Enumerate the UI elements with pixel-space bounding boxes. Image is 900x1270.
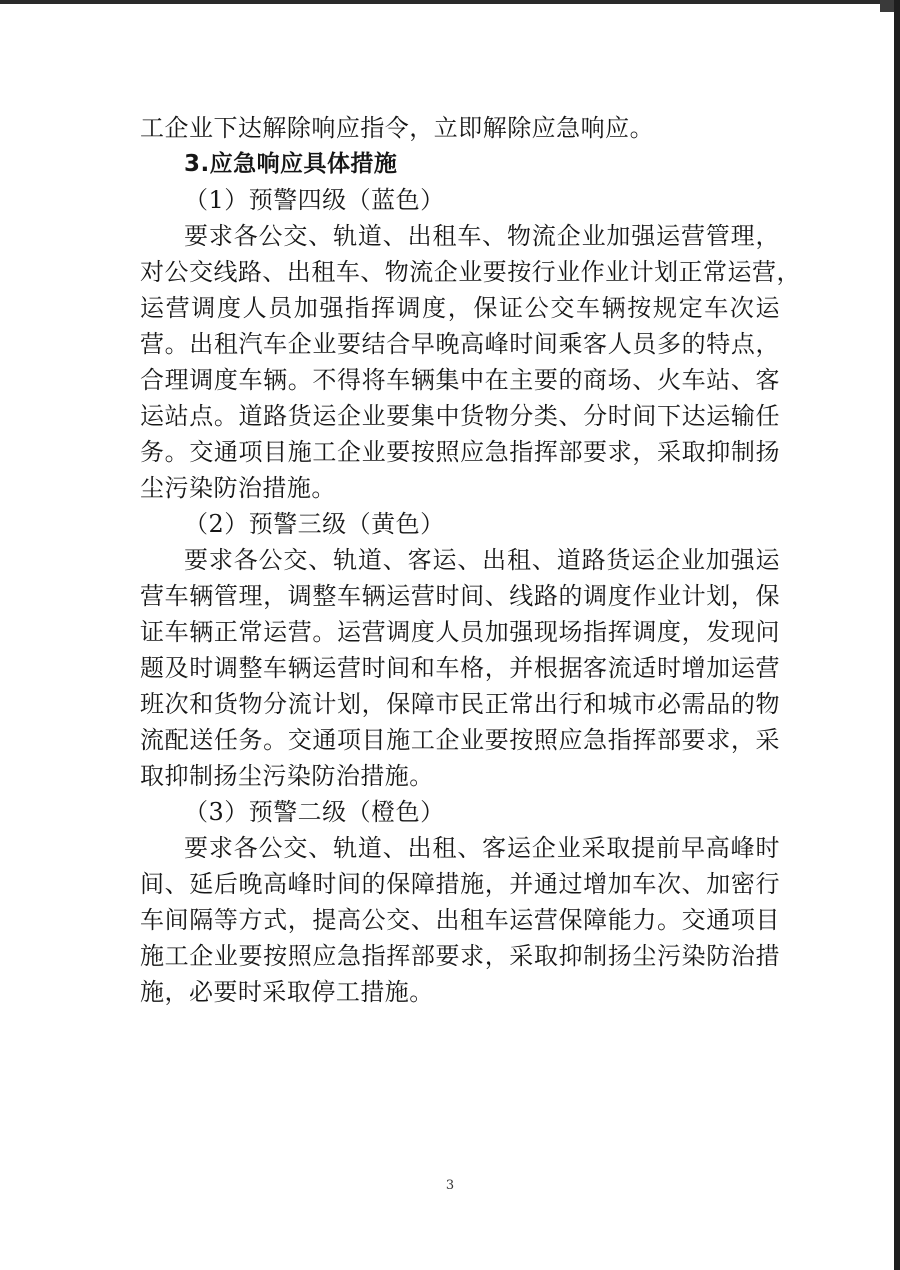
scan-corner-mark (880, 0, 894, 12)
level4-line: 要求各公交、轨道、出租车、物流企业加强运营管理， (184, 222, 780, 250)
level4-line: 合理调度车辆。不得将车辆集中在主要的商场、火车站、客 (140, 366, 780, 394)
section-heading: 3.应急响应具体措施 (184, 151, 398, 177)
scan-edge-right (894, 0, 900, 1270)
level2-line: 车间隔等方式，提高公交、出租车运营保障能力。交通项目 (140, 906, 780, 934)
level4-line: 营。出租汽车企业要结合早晚高峰时间乘客人员多的特点， (140, 330, 780, 358)
level4-title: （1）预警四级（蓝色） (184, 186, 445, 214)
level4-line: 对公交线路、出租车、物流企业要按行业作业计划正常运营， (140, 258, 801, 286)
level3-line: 取抑制扬尘污染防治措施。 (140, 762, 434, 790)
level2-line: 要求各公交、轨道、出租、客运企业采取提前早高峰时 (184, 834, 780, 862)
level3-line: 要求各公交、轨道、客运、出租、道路货运企业加强运 (184, 546, 780, 574)
page-number: 3 (445, 1178, 455, 1193)
scan-edge-top (0, 0, 900, 4)
level3-line: 营车辆管理，调整车辆运营时间、线路的调度作业计划，保 (140, 582, 780, 610)
level2-line: 施，必要时采取停工措施。 (140, 978, 434, 1006)
level4-line: 运站点。道路货运企业要集中货物分类、分时间下达运输任 (140, 402, 780, 430)
document-body (140, 110, 801, 1010)
level4-line: 务。交通项目施工企业要按照应急指挥部要求，采取抑制扬 (140, 438, 780, 466)
level2-line: 间、延后晚高峰时间的保障措施，并通过增加车次、加密行 (140, 870, 780, 898)
level3-line: 流配送任务。交通项目施工企业要按照应急指挥部要求，采 (140, 726, 780, 754)
level2-title: （3）预警二级（橙色） (184, 798, 445, 826)
level3-title: （2）预警三级（黄色） (184, 510, 445, 538)
level3-line: 班次和货物分流计划，保障市民正常出行和城市必需品的物 (140, 690, 780, 718)
intro-tail-line: 工企业下达解除响应指令，立即解除应急响应。 (140, 114, 655, 142)
level3-line: 证车辆正常运营。运营调度人员加强现场指挥调度，发现问 (140, 618, 780, 646)
level2-line: 施工企业要按照应急指挥部要求，采取抑制扬尘污染防治措 (140, 942, 780, 970)
level4-line: 尘污染防治措施。 (140, 474, 336, 502)
level3-line: 题及时调整车辆运营时间和车格，并根据客流适时增加运营 (140, 654, 780, 682)
level4-line: 运营调度人员加强指挥调度，保证公交车辆按规定车次运 (140, 294, 780, 322)
